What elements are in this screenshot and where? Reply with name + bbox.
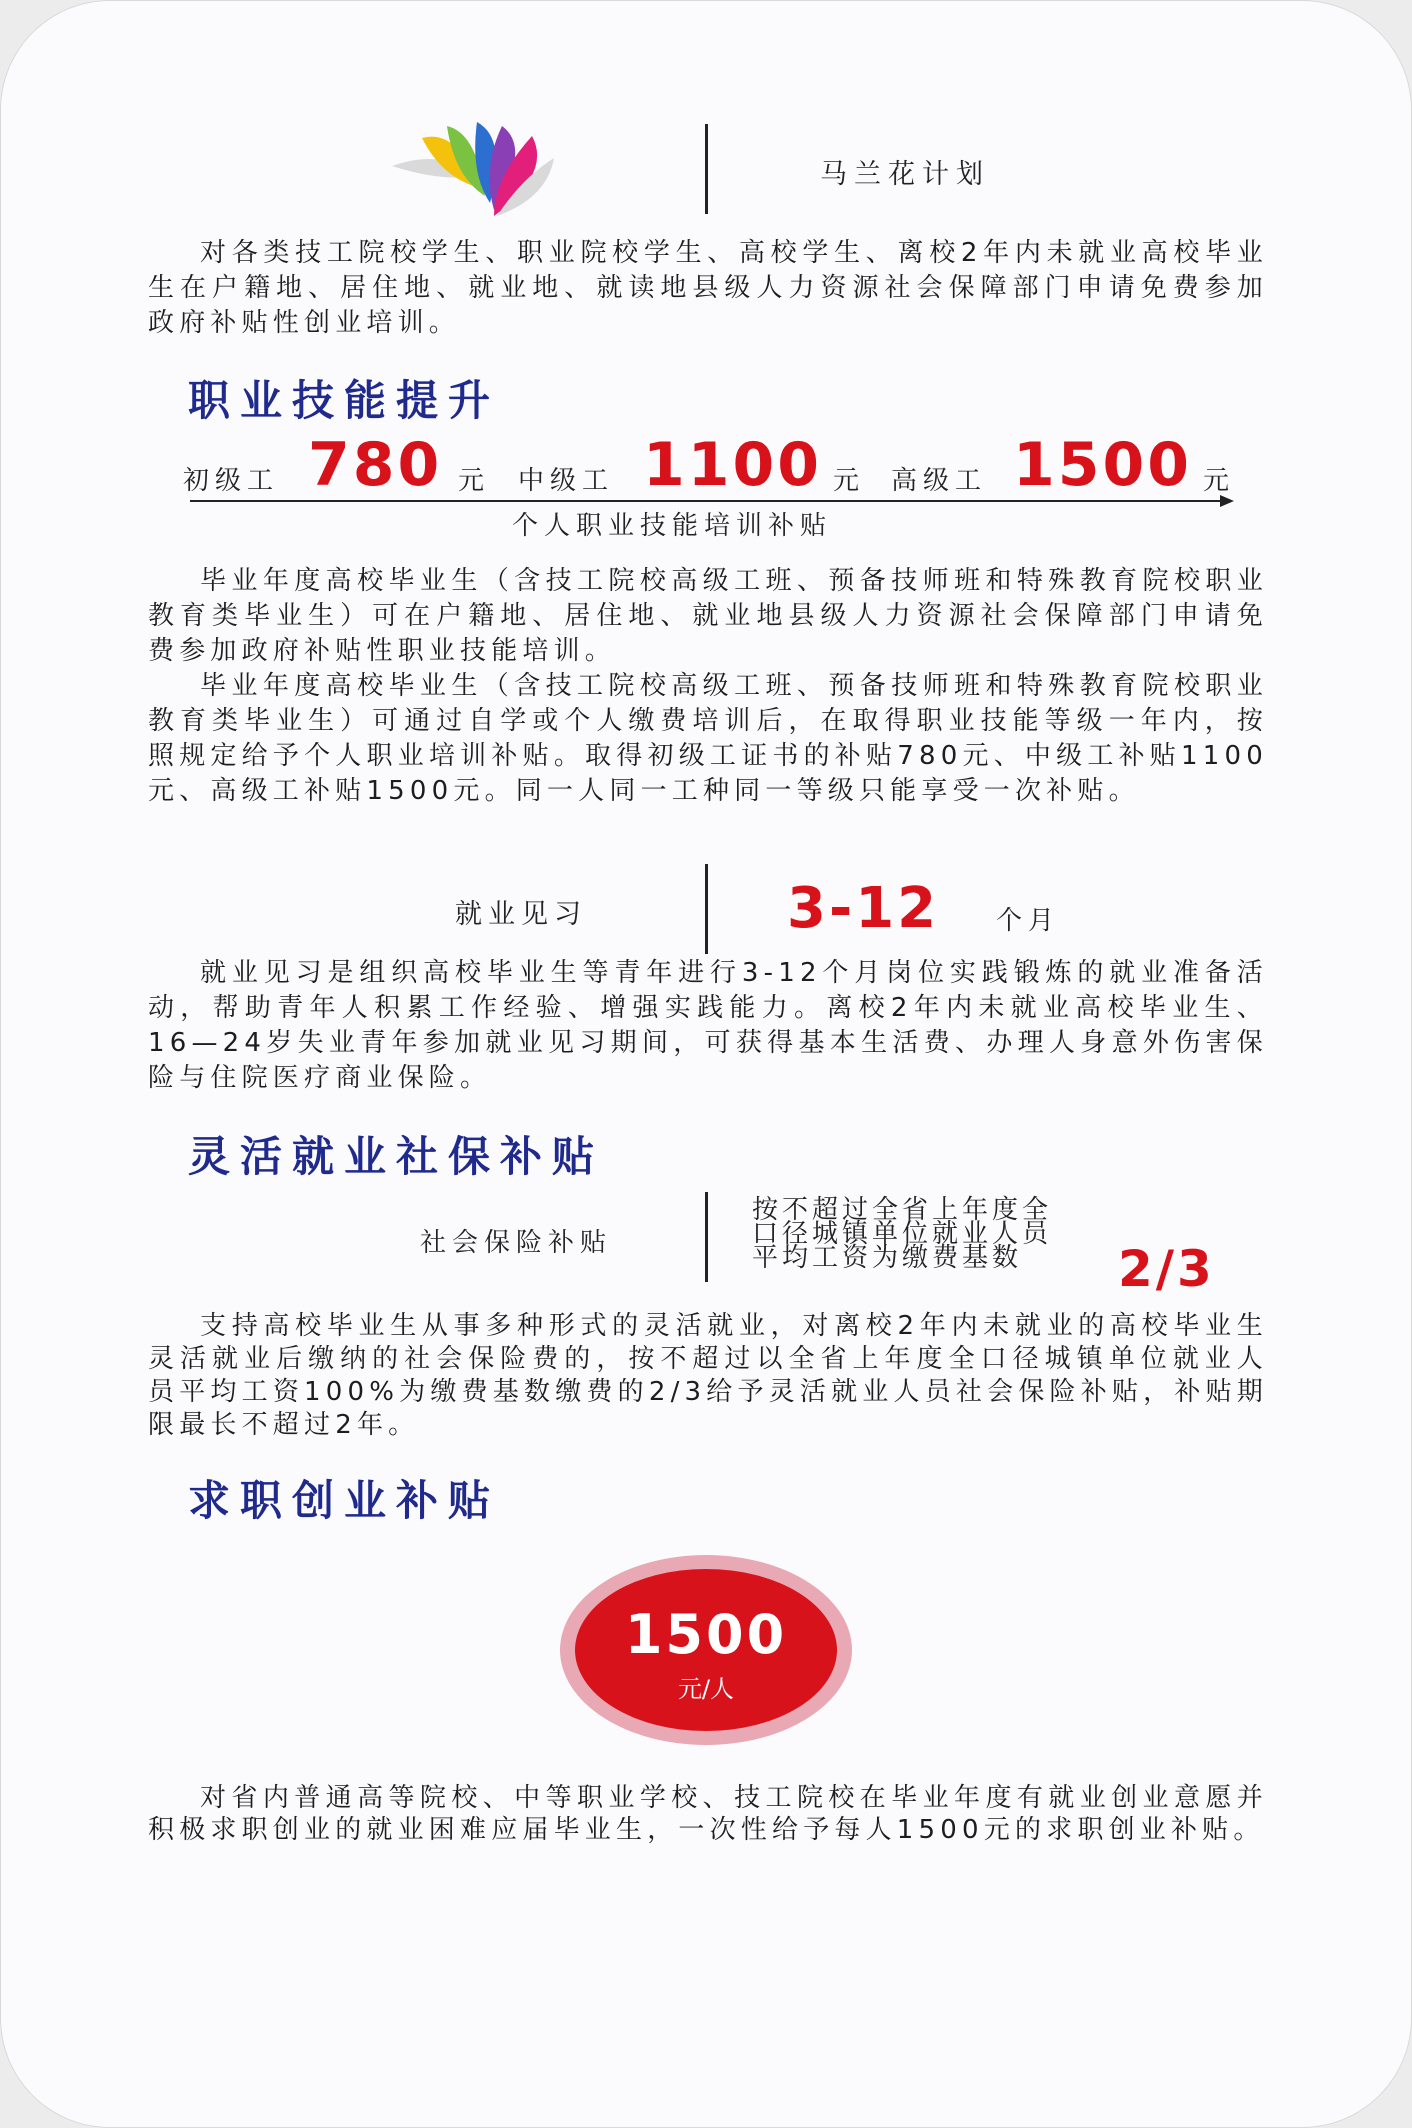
internship-label: 就业见习: [455, 899, 587, 930]
job-search-heading: 求职创业补贴: [188, 1476, 501, 1525]
flexible-text: 支持高校毕业生从事多种形式的灵活就业，对离校2年内未就业的高校毕业生灵活就业后缴纳的社会保险费的，按不超过以全省上年度全口径城镇单位就业人员平均工资100%为缴费基数缴费的2/3给予灵活就业人员社会保险补贴，补贴期限最长不超过2年。: [148, 1311, 1268, 1440]
badge-amount: 1500: [624, 1603, 788, 1666]
header-divider: [705, 124, 708, 214]
social-insurance-label: 社会保险补贴: [420, 1228, 613, 1258]
job-search-paragraph: [148, 1782, 1268, 1846]
skill-levels-row: [183, 430, 1243, 500]
basis-line-2: 口径城镇单位就业人员: [752, 1219, 1053, 1249]
skills-heading: 职业技能提升: [188, 376, 501, 425]
level-mid-unit: 元: [833, 466, 866, 496]
skills-para-1: 毕业年度高校毕业生（含技工院校高级工班、预备技师班和特殊教育院校职业教育类毕业生）可在户籍地、居住地、就业地县级人力资源社会保障部门申请免费参加政府补贴性职业技能培训。: [148, 566, 1268, 666]
level-mid-amount: 1100: [643, 430, 822, 500]
program-name: 马兰花计划: [820, 159, 990, 190]
skills-paragraphs: [148, 564, 1268, 809]
level-junior-unit: 元: [458, 466, 491, 496]
intro-text: 对各类技工院校学生、职业院校学生、高校学生、离校2年内未就业高校毕业生在户籍地、居住地、就业地、就读地县级人力资源社会保障部门申请免费参加政府补贴性创业培训。: [148, 238, 1268, 338]
basis-line-3: 平均工资为缴费基数: [752, 1243, 1023, 1273]
level-senior-amount: 1500: [1013, 430, 1192, 500]
level-senior-unit: 元: [1203, 466, 1236, 496]
badge-unit: 元/人: [677, 1675, 735, 1703]
job-search-text: 对省内普通高等院校、中等职业学校、技工院校在毕业年度有就业创业意愿并积极求职创业的就业困难应届毕业生，一次性给予每人1500元的求职创业补贴。: [148, 1783, 1268, 1845]
subsidy-fraction: 2/3: [1118, 1240, 1215, 1298]
internship-text: 就业见习是组织高校毕业生等青年进行3-12个月岗位实践锻炼的就业准备活动，帮助青年人积累工作经验、增强实践能力。离校2年内未就业高校毕业生、16—24岁失业青年参加就业见习期间，可获得基本生活费、办理人身意外伤害保险与住院医疗商业保险。: [148, 958, 1268, 1093]
flexible-paragraph: [148, 1310, 1268, 1442]
subsidy-amount-badge: [560, 1555, 852, 1745]
level-mid-label: 中级工: [518, 466, 615, 496]
lotus-flower-logo-icon: [382, 118, 582, 218]
arrow-caption: 个人职业技能培训补贴: [512, 511, 833, 541]
level-junior-amount: 780: [308, 430, 443, 500]
internship-divider: [705, 864, 708, 954]
level-senior-label: 高级工: [891, 466, 988, 496]
level-junior-label: 初级工: [183, 466, 280, 496]
flexible-heading: 灵活就业社保补贴: [188, 1132, 605, 1181]
skills-para-2: 毕业年度高校毕业生（含技工院校高级工班、预备技师班和特殊教育院校职业教育类毕业生）可通过自学或个人缴费培训后，在取得职业技能等级一年内，按照规定给予个人职业培训补贴。取得初级工证书的补贴780元、中级工补贴1100元、高级工补贴1500元。同一人同一工种同一等级只能享受一次补贴。: [148, 671, 1268, 806]
basis-line-1: 按不超过全省上年度全: [752, 1195, 1053, 1225]
internship-paragraph: [148, 956, 1268, 1096]
contribution-basis: [752, 1195, 1053, 1273]
internship-range: 3-12: [787, 876, 940, 941]
intro-paragraph: [148, 236, 1268, 341]
flexible-divider: [705, 1192, 708, 1282]
internship-unit: 个月: [996, 906, 1061, 936]
